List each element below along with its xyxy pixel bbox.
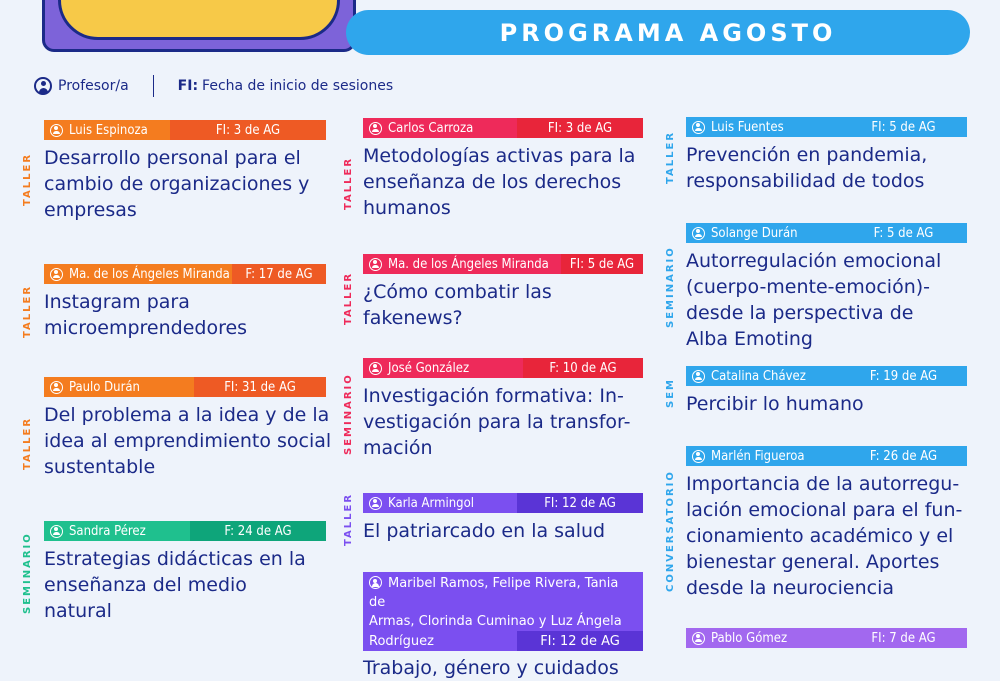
- course-card[interactable]: [363, 254, 643, 331]
- course-card[interactable]: [363, 572, 643, 681]
- course-title: Instagram para microemprendedores: [44, 291, 248, 339]
- user-icon: [369, 576, 382, 589]
- course-tag: [686, 366, 967, 386]
- start-date: FI: 12 de AG: [517, 493, 643, 513]
- start-date: FI: 3 de AG: [170, 120, 326, 140]
- course-card[interactable]: [44, 521, 326, 624]
- profesor-name: José González: [388, 360, 470, 376]
- course-card[interactable]: [363, 358, 643, 461]
- profesor-name: Carlos Carroza: [388, 120, 474, 136]
- course-tag: [363, 358, 643, 378]
- course-type-label: TALLER: [343, 492, 354, 546]
- course-title: Metodologías activas para la enseñanza de los derechos humanos: [363, 145, 636, 219]
- profesor-field: [363, 358, 523, 378]
- user-icon: [692, 227, 705, 240]
- course-title: Importancia de la autorregu-lación emocional para el fun-cionamiento académico y el bienestar general. Aportes desde la neurociencia: [686, 473, 963, 599]
- course-title: Trabajo, género y cuidados: [363, 657, 619, 679]
- profesor-field: [686, 223, 840, 243]
- course-title: El patriarcado en la salud: [363, 520, 606, 542]
- legend-divider: [153, 75, 154, 97]
- start-date: F: 19 de AG: [840, 366, 967, 386]
- profesor-name: Paulo Durán: [69, 379, 140, 395]
- profesor-name: Solange Durán: [711, 225, 798, 241]
- user-icon: [692, 450, 705, 463]
- user-icon: [34, 77, 52, 95]
- legend-profesor-label: Profesor/a: [58, 78, 129, 94]
- course-tag: [44, 377, 326, 397]
- user-icon: [692, 121, 705, 134]
- start-date: F: 26 de AG: [840, 446, 967, 466]
- profesor-name-line: Armas, Clorinda Cuminao y Luz Ángela: [369, 614, 622, 629]
- profesor-name: Marlén Figueroa: [711, 448, 805, 464]
- user-icon: [369, 497, 382, 510]
- course-card[interactable]: [44, 377, 332, 480]
- course-type-label: SEMINARIO: [343, 373, 354, 455]
- profesor-name: Karla Armingol: [388, 495, 475, 511]
- profesor-name: Ma. de los Ángeles Miranda: [388, 256, 549, 272]
- profesor-name: Pablo Gómez: [711, 630, 788, 646]
- user-icon: [369, 258, 382, 271]
- course-card[interactable]: [44, 120, 326, 223]
- course-card[interactable]: [363, 118, 643, 221]
- profesor-field: [363, 572, 643, 631]
- course-type-label: CONVERSATORIO: [665, 470, 676, 592]
- course-type-label: SEMINARIO: [665, 246, 676, 328]
- legend-fi-abbr: FI:: [177, 78, 199, 94]
- course-type-label: SEMINARIO: [22, 532, 33, 614]
- course-card[interactable]: [44, 264, 326, 341]
- start-date: FI: 31 de AG: [194, 377, 326, 397]
- book-logo-icon: [58, 0, 340, 40]
- course-card[interactable]: [363, 493, 643, 544]
- user-icon: [50, 124, 63, 137]
- start-date: FI: 5 de AG: [840, 117, 967, 137]
- course-type-label: TALLER: [665, 130, 676, 184]
- header-banner: [346, 10, 970, 55]
- course-tag: [363, 254, 643, 274]
- profesor-field: [686, 446, 840, 466]
- course-title: Investigación formativa: In-vestigación para la transfor-mación: [363, 385, 631, 459]
- profesor-field: [363, 254, 561, 274]
- profesor-name: Rodríguez: [363, 631, 517, 651]
- course-tag: [686, 628, 967, 648]
- course-card[interactable]: [686, 223, 967, 352]
- course-tag: [44, 120, 326, 140]
- legend: [34, 75, 393, 97]
- profesor-field: [686, 366, 840, 386]
- course-tag: [363, 572, 643, 651]
- course-tag: [44, 521, 326, 541]
- user-icon: [50, 268, 63, 281]
- course-card[interactable]: [686, 117, 967, 194]
- legend-fi-text: Fecha de inicio de sesiones: [202, 78, 394, 94]
- course-title: Percibir lo humano: [686, 393, 864, 415]
- course-type-label: TALLER: [343, 271, 354, 325]
- user-icon: [369, 122, 382, 135]
- start-date: F: 10 de AG: [523, 358, 643, 378]
- profesor-name-line: Maribel Ramos, Felipe Rivera, Tania de: [369, 576, 619, 610]
- profesor-name: Luis Espinoza: [69, 122, 148, 138]
- course-tag: [686, 223, 967, 243]
- profesor-field: [44, 521, 190, 541]
- profesor-field: [363, 118, 517, 138]
- course-title: Prevención en pandemia, responsabilidad de todos: [686, 144, 928, 192]
- profesor-name: Sandra Pérez: [69, 523, 146, 539]
- course-card[interactable]: [686, 446, 967, 601]
- course-type-label: TALLER: [343, 156, 354, 210]
- user-icon: [692, 632, 705, 645]
- start-date: FI: 5 de AG: [561, 254, 643, 274]
- course-type-label: SEM: [665, 378, 676, 408]
- start-date: FI: 12 de AG: [517, 631, 643, 651]
- user-icon: [50, 381, 63, 394]
- start-date: FI: 3 de AG: [517, 118, 643, 138]
- course-title: Estrategias didácticas en la enseñanza del medio natural: [44, 548, 306, 622]
- course-card[interactable]: [686, 366, 967, 417]
- profesor-field: [44, 120, 170, 140]
- user-icon: [50, 525, 63, 538]
- user-icon: [369, 362, 382, 375]
- profesor-field: [363, 493, 517, 513]
- course-tag: [363, 493, 643, 513]
- course-title: ¿Cómo combatir las fakenews?: [363, 281, 552, 329]
- course-card[interactable]: [686, 628, 967, 648]
- course-title: Desarrollo personal para el cambio de organizaciones y empresas: [44, 147, 310, 221]
- course-title: Autorregulación emocional (cuerpo-mente-emoción)-desde la perspectiva de Alba Emoting: [686, 250, 942, 350]
- course-type-label: TALLER: [22, 284, 33, 338]
- profesor-name: Luis Fuentes: [711, 119, 784, 135]
- profesor-field: [686, 628, 840, 648]
- course-title: Del problema a la idea y de la idea al emprendimiento social sustentable: [44, 404, 332, 478]
- user-icon: [692, 370, 705, 383]
- course-tag: [44, 264, 326, 284]
- start-date: FI: 7 de AG: [840, 628, 967, 648]
- start-date: F: 17 de AG: [232, 264, 326, 284]
- profesor-field: [44, 264, 232, 284]
- page-title: PROGRAMA AGOSTO: [499, 18, 837, 47]
- course-type-label: TALLER: [22, 152, 33, 206]
- course-tag: [363, 118, 643, 138]
- profesor-field: [44, 377, 194, 397]
- course-tag: [686, 446, 967, 466]
- start-date: F: 24 de AG: [190, 521, 326, 541]
- course-tag: [686, 117, 967, 137]
- profesor-name: Catalina Chávez: [711, 368, 806, 384]
- course-type-label: TALLER: [22, 416, 33, 470]
- profesor-name: Ma. de los Ángeles Miranda: [69, 266, 230, 282]
- profesor-field: [686, 117, 840, 137]
- start-date: F: 5 de AG: [840, 223, 967, 243]
